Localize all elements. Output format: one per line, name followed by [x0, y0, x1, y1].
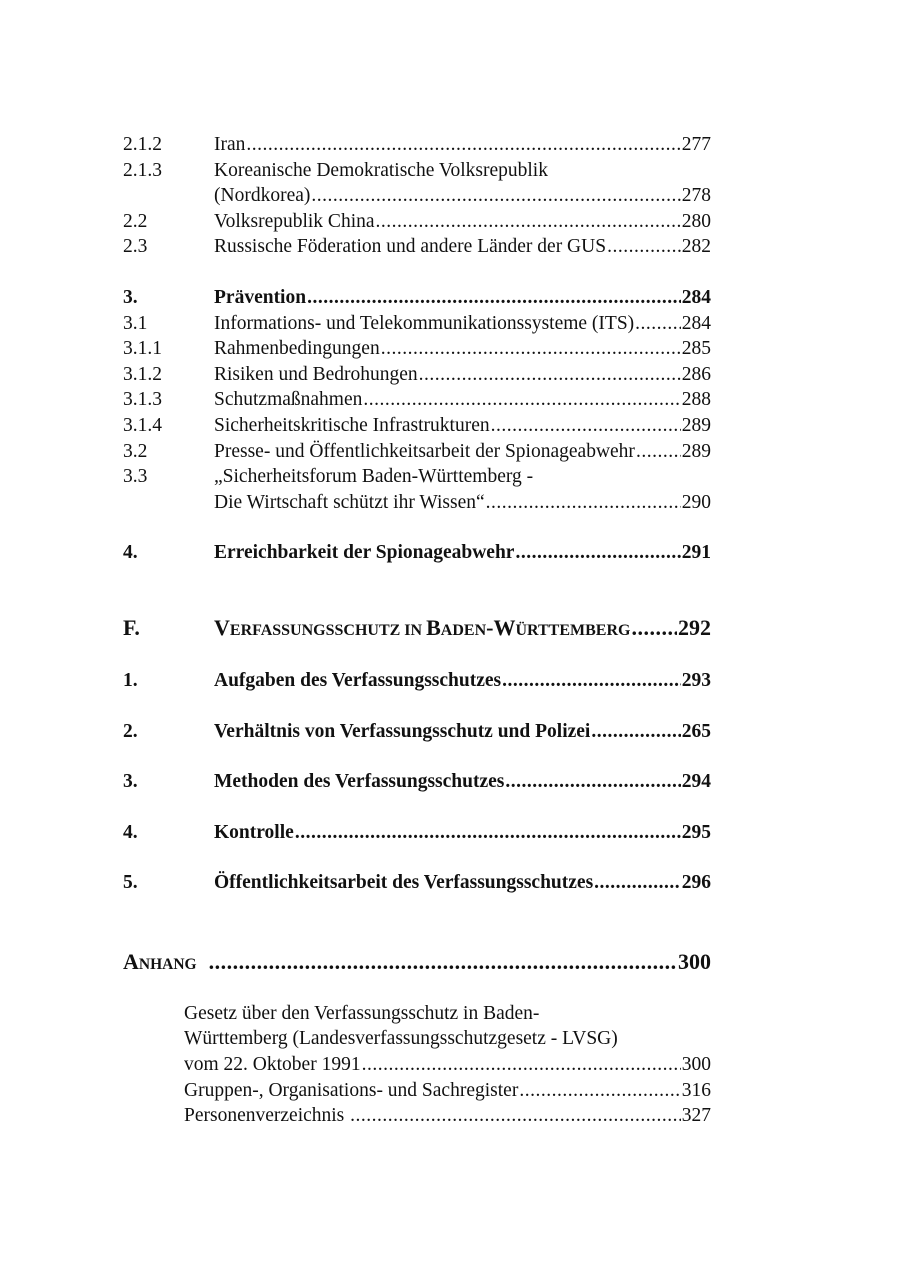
toc-heading[interactable] — [123, 719, 711, 745]
toc-heading[interactable] — [123, 769, 711, 795]
entry-number: 3.3 — [123, 466, 148, 488]
entry-title: Personenverzeichnis — [184, 1105, 350, 1127]
page-number: 293 — [681, 669, 711, 691]
leader-dots — [491, 413, 681, 439]
leader-dots — [519, 1078, 680, 1104]
page-number: 290 — [681, 491, 711, 513]
entry-number: 3.1.3 — [123, 389, 162, 411]
page-number: 284 — [681, 312, 711, 334]
toc-chapter-heading[interactable] — [123, 614, 711, 645]
heading-number: 2. — [123, 720, 138, 742]
appendix-entries — [184, 1001, 711, 1129]
entry-number: 2.3 — [123, 236, 148, 258]
leader-dots — [636, 439, 681, 465]
leader-dots — [246, 132, 680, 158]
heading-number: 3. — [123, 286, 138, 308]
heading-title: Kontrolle — [214, 821, 294, 843]
leader-dots — [363, 387, 680, 413]
entry-number: 2.1.2 — [123, 134, 162, 155]
entry-number: 2.1.3 — [123, 159, 162, 181]
toc-entry[interactable] — [184, 1103, 711, 1129]
heading-title: Öffentlichkeitsarbeit des Verfassungsschutzes — [214, 872, 594, 894]
leader-dots — [502, 668, 681, 694]
toc-heading[interactable] — [123, 285, 711, 311]
leader-dots — [631, 614, 677, 642]
leader-dots — [607, 234, 681, 260]
entry-title: Gesetz über den Verfassungsschutz in Baden- — [184, 1002, 540, 1024]
toc-entry[interactable] — [123, 413, 711, 439]
page-number: 289 — [681, 414, 711, 436]
toc-entry[interactable] — [184, 1001, 711, 1078]
leader-dots — [515, 540, 680, 566]
entry-title: Russische Föderation und andere Länder der GUS — [214, 236, 607, 258]
toc-entry[interactable] — [123, 336, 711, 362]
toc-heading[interactable] — [123, 668, 711, 694]
leader-dots — [295, 820, 681, 846]
toc-entry[interactable] — [123, 362, 711, 388]
leader-dots — [311, 183, 680, 209]
entry-number: 3.1 — [123, 312, 148, 334]
appendix-title: ANHANG — [123, 948, 197, 974]
entry-number: 3.1.1 — [123, 338, 162, 360]
entry-title: „Sicherheitsforum Baden-Württemberg - — [214, 466, 534, 488]
leader-dots — [376, 209, 681, 235]
toc-heading[interactable] — [123, 870, 711, 896]
page-number: 265 — [681, 720, 711, 742]
heading-number: 3. — [123, 771, 138, 793]
entry-title: Sicherheitskritische Infrastrukturen — [214, 414, 490, 436]
heading-title: Methoden des Verfassungsschutzes — [214, 771, 505, 793]
entry-title: Iran — [214, 134, 246, 155]
leader-dots — [594, 870, 681, 896]
toc-entry[interactable] — [123, 158, 711, 209]
toc-entry[interactable] — [123, 209, 711, 235]
toc-heading[interactable] — [123, 540, 711, 566]
table-of-contents — [123, 132, 711, 1129]
toc-entry[interactable] — [123, 311, 711, 337]
leader-dots — [505, 769, 680, 795]
toc-entry[interactable] — [123, 234, 711, 260]
entry-title: (Nordkorea) — [214, 185, 311, 207]
entry-title: Rahmenbedingungen — [214, 338, 380, 360]
heading-number: 4. — [123, 542, 138, 564]
page-number: 291 — [681, 542, 711, 564]
page-number: 288 — [681, 389, 711, 411]
heading-number: 4. — [123, 821, 138, 843]
entry-number: 3.1.4 — [123, 414, 162, 436]
toc-entry[interactable] — [184, 1078, 711, 1104]
entry-number: 2.2 — [123, 210, 148, 232]
toc-entry[interactable] — [123, 464, 711, 515]
page-number: 294 — [681, 771, 711, 793]
page-number: 295 — [681, 821, 711, 843]
heading-number: 1. — [123, 669, 138, 691]
page-number: 284 — [681, 286, 711, 308]
leader-dots — [209, 948, 677, 976]
entry-number: 3.2 — [123, 440, 148, 462]
page-number: 280 — [681, 210, 711, 232]
leader-dots — [486, 490, 681, 516]
entry-number: 3.1.2 — [123, 363, 162, 385]
entry-title: Die Wirtschaft schützt ihr Wissen“ — [214, 491, 485, 513]
toc-entry[interactable] — [123, 387, 711, 413]
page-number: 289 — [681, 440, 711, 462]
leader-dots — [419, 362, 681, 388]
heading-title: Prävention — [214, 286, 307, 308]
page-number: 282 — [681, 236, 711, 258]
page-number: 278 — [681, 185, 711, 207]
page-number: 285 — [681, 338, 711, 360]
leader-dots — [635, 311, 681, 337]
page-number: 277 — [681, 134, 711, 155]
leader-dots — [381, 336, 681, 362]
entry-title: vom 22. Oktober 1991 — [184, 1054, 361, 1076]
entry-title: Volksrepublik China — [214, 210, 375, 232]
entry-title: Presse- und Öffentlichkeitsarbeit der Spionageabwehr — [214, 440, 635, 462]
page-number: 296 — [681, 872, 711, 894]
toc-appendix-heading[interactable] — [123, 948, 711, 979]
toc-entry[interactable] — [123, 132, 711, 158]
toc-heading[interactable] — [123, 820, 711, 846]
leader-dots — [591, 719, 680, 745]
entry-title: Gruppen-, Organisations- und Sachregister — [184, 1079, 519, 1101]
page-number: 327 — [681, 1105, 711, 1127]
page-number: 286 — [681, 363, 711, 385]
leader-dots — [307, 285, 681, 311]
heading-title: Verhältnis von Verfassungsschutz und Polizei — [214, 720, 591, 742]
chapter-title: VERFASSUNGSSCHUTZ IN BADEN-WÜRTTEMBERG — [214, 614, 631, 640]
heading-title: Aufgaben des Verfassungsschutzes — [214, 669, 502, 691]
entry-title: Risiken und Bedrohungen — [214, 363, 418, 385]
heading-title: Erreichbarkeit der Spionageabwehr — [214, 542, 515, 564]
entry-title: Württemberg (Landesverfassungsschutzgesetz - LVSG) — [184, 1028, 618, 1050]
chapter-number: F. — [123, 614, 140, 640]
toc-entry[interactable] — [123, 439, 711, 465]
entry-title: Koreanische Demokratische Volksrepublik — [214, 159, 548, 181]
page-number: 300 — [678, 948, 711, 974]
page-number: 292 — [678, 614, 711, 640]
entry-title: Schutzmaßnahmen — [214, 389, 363, 411]
page-number: 316 — [681, 1079, 711, 1101]
heading-number: 5. — [123, 872, 138, 894]
page-number: 300 — [681, 1054, 711, 1076]
leader-dots — [362, 1052, 681, 1078]
entry-title: Informations- und Telekommunikationssysteme (ITS) — [214, 312, 635, 334]
leader-dots — [350, 1103, 681, 1129]
